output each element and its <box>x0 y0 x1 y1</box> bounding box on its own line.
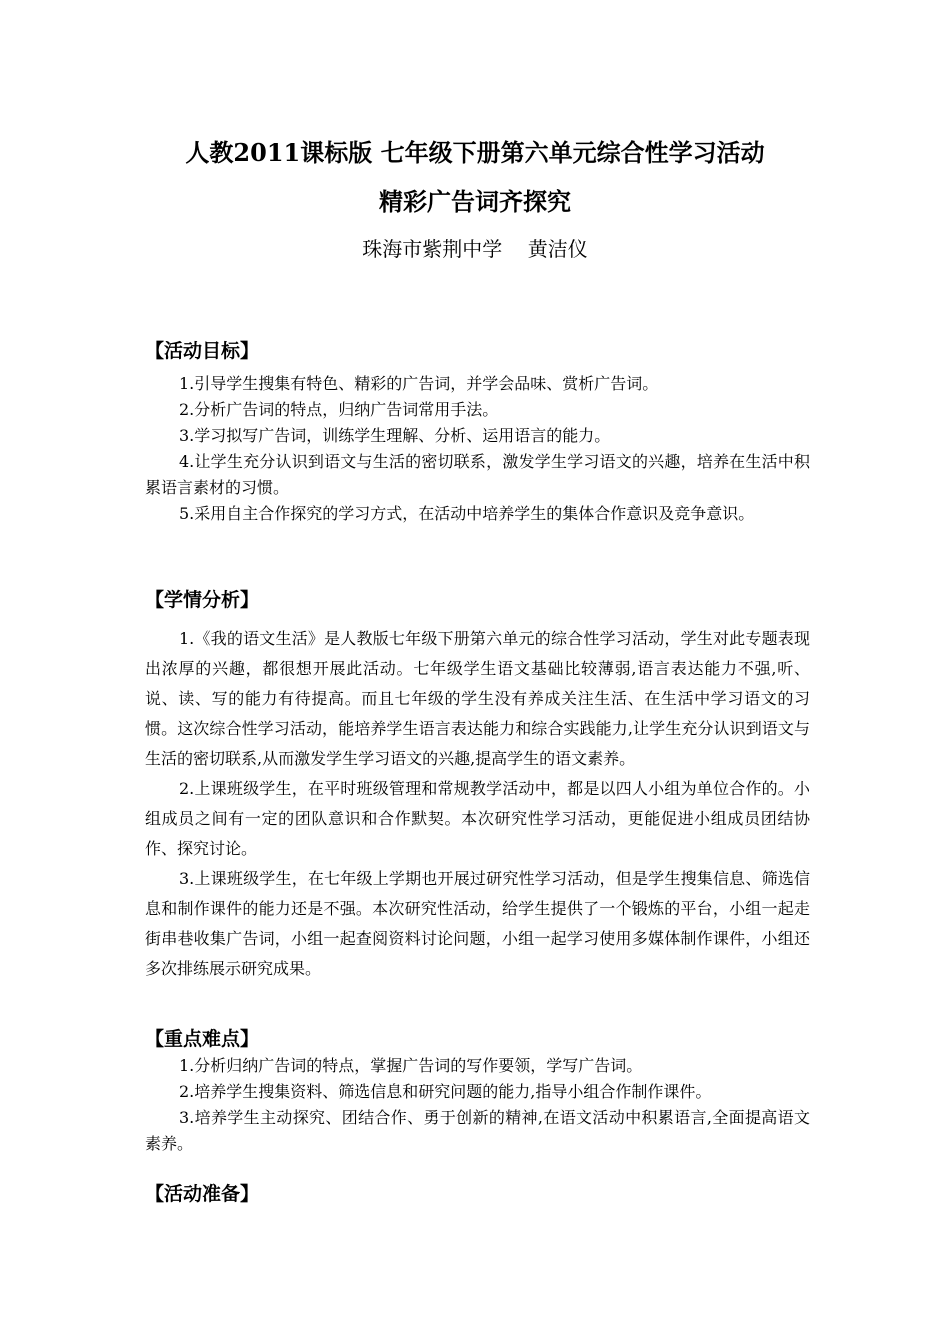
list-item: 1.分析归纳广告词的特点，掌握广告词的写作要领，学写广告词。 <box>179 1056 643 1075</box>
section-heading-key-points: 【重点难点】 <box>145 1028 260 1050</box>
document-title: 人教2011课标版 七年级下册第六单元综合性学习活动 <box>185 138 765 167</box>
author-line: 珠海市紫荆中学 黄洁仪 <box>362 237 588 261</box>
list-item: 1.《我的语文生活》是人教版七年级下册第六单元的综合性学习活动，学生对此专题表现出浓厚的兴趣，都很想开展此活动。七年级学生语文基础比较薄弱,语言表达能力不强,听、说、读、写的能力有待提高。而且七年级的学生没有养成关注生活、在生活中学习语文的习惯。这次综合性学习活动，能培养学生语言表达能力和综合实践能力,让学生充分认识到语文与生活的密切联系,从而激发学生学习语文的兴趣,提高学生的语文素养。 <box>145 629 810 768</box>
section-heading-analysis: 【学情分析】 <box>145 589 260 611</box>
key-points-list <box>145 1053 810 1157</box>
list-item: 3.上课班级学生，在七年级上学期也开展过研究性学习活动，但是学生搜集信息、筛选信息和制作课件的能力还是不强。本次研究性活动，给学生提供了一个锻炼的平台，小组一起走街串巷收集广告词，小组一起查阅资料讨论问题，小组一起学习使用多媒体制作课件，小组还多次排练展示研究成果。 <box>145 869 810 978</box>
section-objectives <box>145 337 810 527</box>
list-item: 5.采用自主合作探究的学习方式，在活动中培养学生的集体合作意识及竞争意识。 <box>179 504 755 523</box>
list-item: 2.上课班级学生，在平时班级管理和常规教学活动中，都是以四人小组为单位合作的。小组成员之间有一定的团队意识和合作默契。本次研究性学习活动，更能促进小组成员团结协作、探究讨论。 <box>145 779 810 858</box>
section-heading-objectives: 【活动目标】 <box>145 340 260 362</box>
section-heading-preparation: 【活动准备】 <box>145 1183 260 1205</box>
list-item: 2.分析广告词的特点，归纳广告词常用手法。 <box>179 400 499 419</box>
section-key-points <box>145 1025 810 1157</box>
list-item: 3.学习拟写广告词，训练学生理解、分析、运用语言的能力。 <box>179 426 611 445</box>
list-item: 1.引导学生搜集有特色、精彩的广告词，并学会品味、赏析广告词。 <box>179 374 659 393</box>
list-item: 2.培养学生搜集资料、筛选信息和研究问题的能力,指导小组合作制作课件。 <box>179 1082 712 1101</box>
analysis-list <box>145 624 810 984</box>
section-analysis <box>145 586 810 984</box>
objectives-list <box>145 371 810 527</box>
section-preparation <box>145 1180 810 1208</box>
document-subtitle: 精彩广告词齐探究 <box>379 187 571 216</box>
list-item: 3.培养学生主动探究、团结合作、勇于创新的精神,在语文活动中积累语言,全面提高语文素养。 <box>145 1108 810 1153</box>
list-item: 4.让学生充分认识到语文与生活的密切联系，激发学生学习语文的兴趣，培养在生活中积累语言素材的习惯。 <box>145 452 810 497</box>
